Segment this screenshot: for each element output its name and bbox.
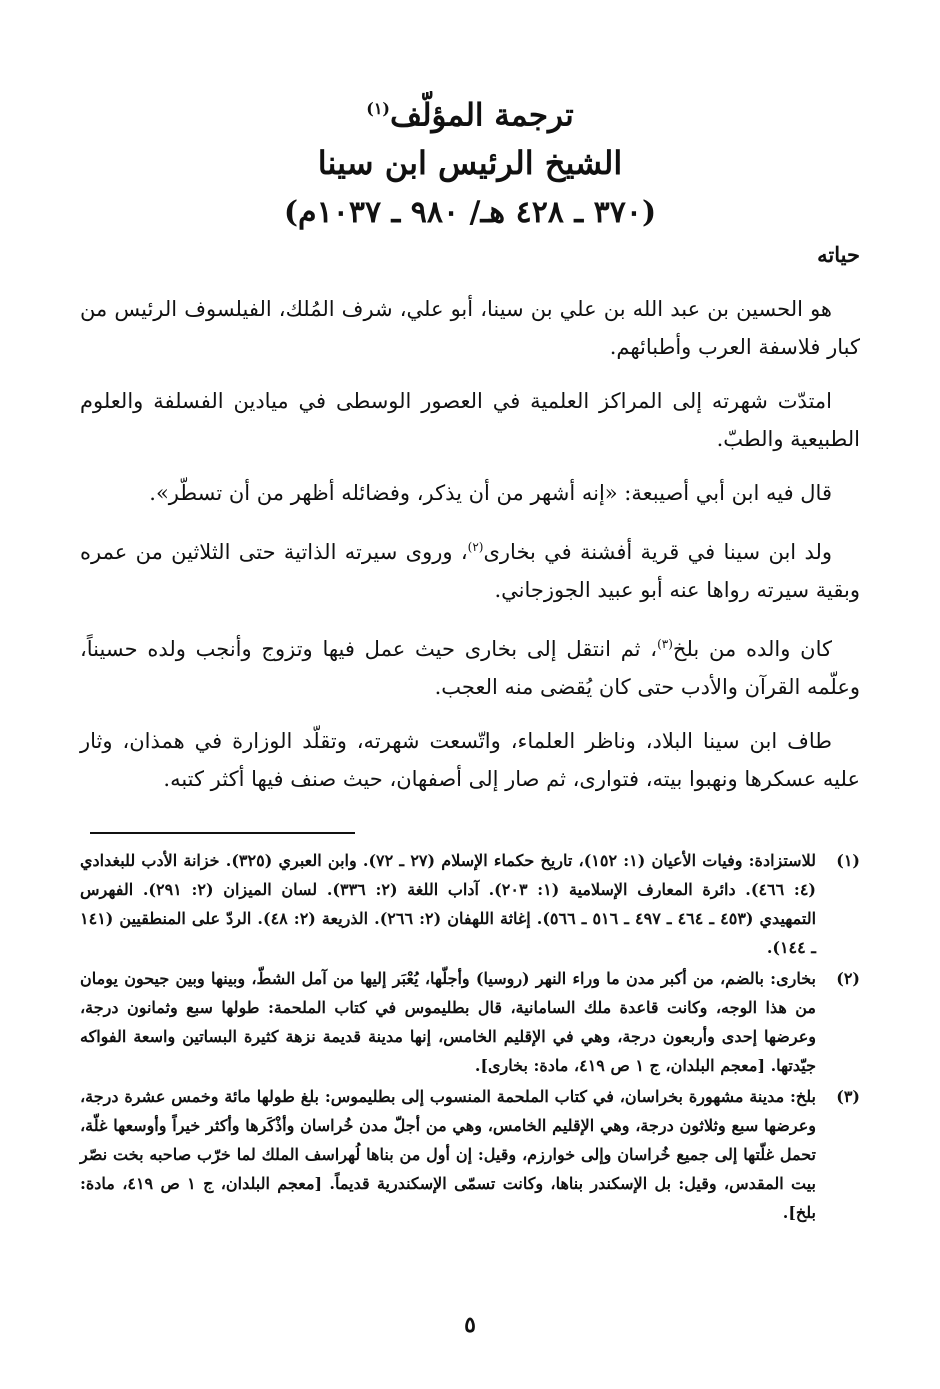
footnote-text: بلخ: مدينة مشهورة بخراسان، في كتاب الملحمة المنسوب إلى بطليموس: بلغ طولها مائة وخمس عشرة درجة، وعرضها سبع وثلاثون درجة، وهي الإقليم الخامس، وهي من أجلّ مدن خُراسان وأذْكَرها وأكثر خيراً وأوسعها غلّة، تحمل غلّتها إلى جميع خُراسان وإلى خوارزم، وقيل: إن أول من بناها لُهراسف الملك لما خرّب صاحبه بخت نصّر بيت المقدس، وقيل: بل الإسكندر بناها، وكانت تسمّى الإسكندرية قديماً. [معجم البلدان، ج ١ ص ٤١٩، مادة: بلخ].: [80, 1087, 817, 1222]
paragraph: امتدّت شهرته إلى المراكز العلمية في العصور الوسطى في ميادين الفسلفة والعلوم الطبيعية والطبّ.: [80, 389, 860, 451]
paragraph-text: ، وروى سيرته الذاتية حتى الثلاثين من عمره وبقية سيرته رواها عنه أبو عبيد الجوزجاني.: [80, 540, 860, 602]
paragraph-text: ولد ابن سينا في قرية أفشنة في بخارى: [483, 540, 833, 564]
body-text: [80, 290, 860, 814]
chapter-title-text: ترجمة المؤلّف: [389, 97, 574, 134]
paragraph-text: كان والده من بلخ: [672, 637, 832, 661]
footnote-ref: (٢): [467, 540, 484, 554]
footnote-number: (١): [836, 851, 860, 870]
chapter-title: [0, 88, 940, 136]
author-dates: (٣٧٠ ـ ٤٢٨ هـ/ ٩٨٠ ـ ١٠٣٧م): [283, 195, 657, 231]
paragraph: قال فيه ابن أبي أصيبعة: «إنه أشهر من أن يذكر، وفضائله أظهر من أن تسطّر».: [149, 481, 832, 505]
title-footnote-ref: (١): [366, 99, 390, 118]
footnote-ref: (٣): [657, 637, 673, 651]
footnote-number: (٣): [836, 1087, 860, 1106]
footnote-divider: [90, 832, 355, 834]
footnote-text: بخارى: بالضم، من أكبر مدن ما وراء النهر (روسيا) وأجلّها، يُعْبَر إليها من آمل الشطّ، وبينها وبين جيحون يومان من هذا الوجه، وكانت قاعدة ملك السامانية، قال بطليموس في كتاب الملحمة: طولها سبع وثمانون درجة، وعرضها إحدى وأربعون درجة، وهي في الإقليم الخامس، إنها مدينة قديمة نزهة كثيرة البساتين واسعة الفواكه جيّدتها. [معجم البلدان، ج ١ ص ٤١٩، مادة: بخارى].: [80, 969, 817, 1075]
section-heading: حياته: [817, 242, 860, 267]
footnote: [80, 964, 860, 1080]
footnote-text: للاستزادة: وفيات الأعيان (١: ١٥٢)، تاريخ حكماء الإسلام (٢٧ ـ ٧٢). وابن العبري (٣٢٥). خزانة الأدب للبغدادي (٤: ٤٦٦). دائرة المعارف الإسلامية (١: ٢٠٣). آداب اللغة (٢: ٣٣٦). لسان الميزان (٢: ٢٩١). الفهرس التمهيدي (٤٥٣ ـ ٤٦٤ ـ ٤٩٧ ـ ٥١٦ ـ ٥٦٦). إغاثة اللهفان (٢: ٢٦٦). الذريعة (٢: ٤٨). الردّ على المنطقيين (١٤١ ـ ١٤٤).: [80, 851, 817, 957]
footnote: [80, 1082, 860, 1227]
page-number: ٥: [464, 1312, 476, 1338]
footnotes: [80, 846, 860, 1229]
chapter-header: [0, 88, 940, 236]
paragraph: [80, 528, 860, 609]
paragraph-text: ، ثم انتقل إلى بخارى حيث عمل فيها وتزوج وأنجب ولده حسيناً، وعلّمه القرآن والأدب حتى كان يُقضى منه العجب.: [80, 637, 860, 699]
author-name: الشيخ الرئيس ابن سينا: [317, 144, 623, 183]
paragraph: [80, 625, 860, 706]
footnote: [80, 846, 860, 962]
paragraph: هو الحسين بن عبد الله بن علي بن سينا، أبو علي، شرف المُلك، الفيلسوف الرئيس من كبار فلاسفة العرب وأطبائهم.: [80, 297, 860, 359]
footnote-number: (٢): [836, 969, 860, 988]
paragraph: طاف ابن سينا البلاد، وناظر العلماء، واتّسعت شهرته، وتقلّد الوزارة في همذان، وثار عليه عسكرها ونهبوا بيته، فتوارى، ثم صار إلى أصفهان، حيث صنف فيها أكثر كتبه.: [80, 729, 860, 791]
